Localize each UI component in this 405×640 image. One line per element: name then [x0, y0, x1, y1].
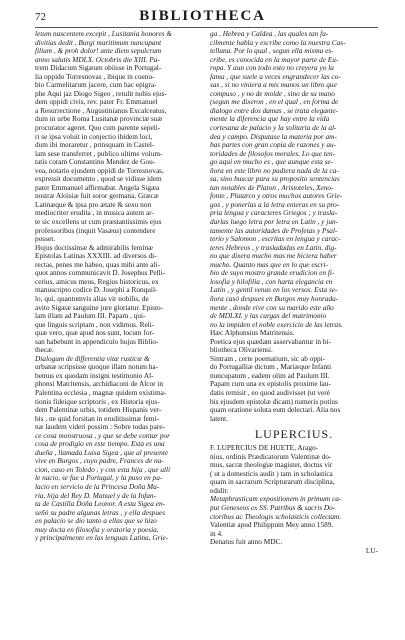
text-line: bis , ne quid forsitan in eruditissimæ femi-	[35, 414, 160, 423]
text-line: Hæc Alphonsius Matritensis.	[210, 329, 295, 338]
text-line: Papam cum una ex epistolis proxime lau-	[210, 380, 331, 389]
text-line: vea, notario ejusdem oppidi de Torresnovas,	[35, 166, 164, 175]
text-line: professoribus (inquit Vasæus) contendere	[35, 226, 156, 235]
text-line: ga , Hebrea y Caldea , las quales tan fa-	[210, 30, 329, 38]
text-line: ( ut a domesticis audit ) tam in scholastica	[210, 469, 333, 478]
text-line: teres Hebreos , y trasladadas en Latin, dig-	[210, 243, 337, 252]
text-line: Poetica ejus quædam asservabantur in bi-	[210, 337, 331, 346]
text-line: (segun me dixeron , en el qual , en forma de	[210, 98, 339, 107]
text-line: Hujus doctissimæ & admirabilis feminæ	[35, 243, 153, 252]
text-line: no que dixera mucho mas me hiciera haber	[210, 252, 337, 261]
text-line: mucho. Quanto mas que en lo que escri-	[210, 260, 328, 269]
text-line: compuso , y no de molde , sino de su mano	[210, 89, 335, 98]
text-line: Latin , y gentil venas en los versos. Esta se-	[210, 286, 338, 295]
text-line: cion, caso en Toledo , y con esta hija , que alli	[35, 465, 171, 474]
text-line: bemus ex quodam insigni testimonio Al-	[35, 371, 154, 380]
right-text-column	[210, 30, 378, 555]
text-line: sa, sino buscar para su proposito sentencias	[210, 175, 340, 184]
text-line: Epistolas Latinas XXXIII. ad diversos di-	[35, 252, 157, 261]
text-line: cortesana de palacio y la solitaria de la al-	[210, 124, 337, 133]
text-line: señó su padre algunas letras , y ella despues	[35, 508, 166, 517]
text-line: dea y campo. Disputase la materia por am-	[210, 132, 337, 141]
text-line: quæ vero, quæ apud nos sunt, locum for-	[35, 329, 155, 338]
text-line: bio de suyo mostro grande erudicion en fi-	[210, 269, 335, 278]
text-line: put Geneseos ex SS. Patribus & sacris Do-	[210, 503, 336, 512]
text-line: Palentina ecclesia , magnæ quidem existima-	[35, 388, 167, 397]
text-line: do Portugalliæ dictum , Mariæque Infanti	[210, 363, 332, 372]
text-line: ta de Castilla Doña Leonor. A esta Sigea en-	[35, 500, 166, 509]
text-line: letum nascentem excepit , Lusitania honores &	[35, 30, 172, 38]
text-line: go aqui en mucho es , que aunque esta se-	[210, 158, 334, 167]
text-line: a Resurrectione , Augustinianus Excalceatus,	[35, 106, 167, 115]
text-line: datis remisit , eo quod audivisset (ut verè	[210, 388, 330, 397]
text-line: tan notables de Platon , Aristoteles, Xeno-	[210, 183, 334, 192]
text-line: lam illam ad Paulum III. Papam , qui-	[35, 312, 146, 321]
text-line: pater Emmanuel affirmabat. Angela Sigæa	[35, 183, 160, 192]
text-line: rectas, penes me habeo, quas mihi ante ali-	[35, 260, 161, 269]
text-line: y principalmente en las lenguas Latina, Grie-	[35, 534, 169, 543]
text-line: avito Sigææ sanguine jure gloriatur. Episto-	[35, 303, 164, 312]
text-line: posset.	[35, 235, 56, 244]
text-line: cribe, es conocida en la mayor parte de Eu-	[210, 55, 339, 64]
page-number: 72	[35, 11, 46, 23]
text-line: fama , que suele a veces engrandecer las co-	[210, 72, 341, 81]
text-line: in 4.	[210, 529, 223, 538]
text-line: nostræ Aloisiæ fuit soror germana, Græcæ	[35, 192, 159, 201]
text-line: urbanæ scripsisse quoque illam notum ha-	[35, 363, 159, 372]
text-line: latent.	[210, 414, 229, 423]
text-line: thecæ.	[35, 346, 54, 355]
text-line: edidit:	[210, 486, 229, 495]
text-line: mente la diferencia que hay entre la vida	[210, 115, 330, 124]
running-head: BIBLIOTHECA	[139, 8, 266, 24]
text-line: expressit documento , quod se vidisse idem	[35, 175, 162, 184]
header-rule	[35, 27, 378, 28]
text-line: ri se ipsa voluit in conjectio ibidem loci,	[35, 132, 153, 141]
text-line: Denatus fuit anno MDC.	[210, 538, 283, 547]
text-line: Metaphrasticam expositionem in primum ca-	[210, 495, 342, 504]
text-line: sas , si no viniera a mis manos un libro que	[210, 81, 337, 90]
text-line: Valentiæ apud Philippum Mey anno 1589.	[210, 521, 334, 530]
text-line: ria, hija del Rey D. Manuel y de la Infan-	[35, 491, 156, 500]
text-line: nuncupatum , eadem olim ad Paulum III.	[210, 371, 330, 380]
text-line: bio Carmelitarum jacere, cum hac epigra-	[35, 81, 157, 90]
text-line: trem Didacum Sigæum obiisse in Portugal-	[35, 64, 162, 73]
text-line: dum in urbe Roma Lusitanæ provinciæ suæ	[35, 115, 163, 124]
text-line: dialogo entre dos damas , se trata elegante-	[210, 106, 339, 115]
text-line: toridades de filosofos morales. Lo que ten-	[210, 149, 336, 158]
text-line: procurator ageret. Quo cum parente sepeli-	[35, 124, 161, 133]
text-line: dem Palentinæ urbis, totidem Hispanis ver-	[35, 406, 162, 415]
text-line: lia oppido Torresnovas , ibique in coeno-	[35, 72, 155, 81]
text-line: cosa de prodigio en este tiempo. Esta es una	[35, 440, 165, 449]
text-line: dem oppidi civis, rev. pater Fr. Emmanuel	[35, 98, 158, 107]
text-line: losofia y hilofilia , con harta elegancia en	[210, 277, 333, 286]
text-line: divitias dedit , Burgi maritimum nuncupant	[35, 38, 162, 47]
text-line: cerius, amicus meus, Regius historicus, ex	[35, 277, 159, 286]
text-line: tellana. Por lo qual , segun ella misma es-	[210, 47, 334, 56]
text-line: ropa. Y aun con todo esto no creyera yo la	[210, 64, 334, 73]
text-line: mus, sacræ theologiæ magister, doctus vir	[210, 461, 333, 470]
catchword: LU-	[365, 546, 378, 555]
text-line: Latinæque & ipsa pro ætate & sexu non	[35, 200, 152, 209]
text-line: quam oratione soluta eum delectari. Alia nos	[210, 406, 341, 415]
text-line: dum ibi moraretur , prinsquam in Castel-	[35, 141, 155, 150]
text-line: phe Aqui jaz Diogo Sigeo , retulit nobis ejus-	[35, 89, 167, 98]
text-line: næ laudem videri possim : Sobre todas pare-	[35, 423, 165, 432]
text-line: Sintram , certe poematium, sic ab oppi-	[210, 354, 326, 363]
text-line: muy docta en filosofia y oratoria y poesia,	[35, 525, 159, 534]
text-line: fonte , Plutarco y otros muchos autores Grie-	[210, 192, 343, 201]
text-line: pria lengua y caracteres Griegos ; y trasla-	[210, 209, 338, 218]
text-line: cilmente habla y escribe como la nuestra Cas-	[210, 38, 346, 47]
left-text-column	[35, 30, 201, 543]
text-line: tamente las autoridades de Profetas y Psal-	[210, 226, 338, 235]
text-line: gos , y ponerlas a la letra enteras en su pro-	[210, 200, 340, 209]
text-line: ñora en este libro no pudiera nada de la ca-	[210, 166, 339, 175]
text-line: terio y Salomon , escritas en lengua y carac-	[210, 235, 341, 244]
section-heading: LUPERCIUS.	[254, 427, 334, 442]
text-line: ce cosa monstruosa , y que se debe contar por	[35, 431, 170, 440]
text-line: ñora casó despues en Burgos muy honrada-	[210, 294, 339, 303]
text-line: F. LUPERCIUS DE HUETE, Arago-	[210, 444, 319, 453]
text-line: en palacio se dio tanto a ellas que se hizo	[35, 517, 157, 526]
text-line: bliotheca Olivariensi.	[210, 346, 273, 355]
text-line: bas partes con gran copia de razones y au-	[210, 141, 337, 150]
text-line: no la impiden el noble exercicio de las letras.	[210, 320, 343, 329]
text-line: lam sese transferret , publico ultime volum-	[35, 149, 163, 158]
text-line: de MDLXI. y las cargas del matrimonio	[210, 312, 327, 321]
text-line: darlas luego letra por letra en Latin , y jun-	[210, 218, 339, 227]
text-line: tatis coram Constantino Mendez de Gou-	[35, 158, 156, 167]
text-line: que linguis scriptam , non vidimus. Reli-	[35, 320, 155, 329]
text-line: vive en Burgos , cuyo padre, Frances de na-	[35, 457, 164, 466]
text-line: san habebunt in appendiculo hujus Biblio-	[35, 337, 159, 346]
text-line: quam in sacrarum Scripturarum disciplina,	[210, 478, 335, 487]
text-line: phonsi Matritensis, archidiaconi de Alcor in	[35, 380, 164, 389]
text-line: tionis fideique scriptoris , ex Historia ejus-	[35, 397, 160, 406]
text-line: manuscripto codice D. Josephi a Ronquil-	[35, 286, 158, 295]
text-line: mente , donde vive con su marido este año	[210, 303, 334, 312]
text-line: lo, qui, quantumvis alias vir nobilis, de	[35, 294, 149, 303]
text-line: anno salutis MDLX. Octobris die XIII. Pa-	[35, 55, 160, 64]
text-line: Dialogum de differentia vitæ rusticæ &	[35, 354, 150, 363]
text-line: mediocriter erudita , in musica autem ar-	[35, 209, 154, 218]
text-line: lacio en servicio de la Princesa Doña Ma-	[35, 482, 160, 491]
text-line: le nacio, se fue a Portugal, y la puso en pa-	[35, 474, 163, 483]
text-line: nius, ordinis Prædicatorum Valentinæ do-	[210, 452, 332, 461]
text-line: dueña , llamada Luisa Sigea , que al presente	[35, 448, 169, 457]
text-line: filium , & proh dolor! ante diem sepulcrum	[35, 47, 162, 56]
text-line: quot annos communicavit D. Josephus Pelli-	[35, 269, 166, 278]
text-line: bis ejusdem epistolæ dicam) numeris potius	[210, 397, 338, 406]
text-line: ctoribus ac Theologis scholasticis collectam.	[210, 512, 342, 521]
text-line: te sic excellens ut cum præstantissimis ejus	[35, 218, 162, 227]
